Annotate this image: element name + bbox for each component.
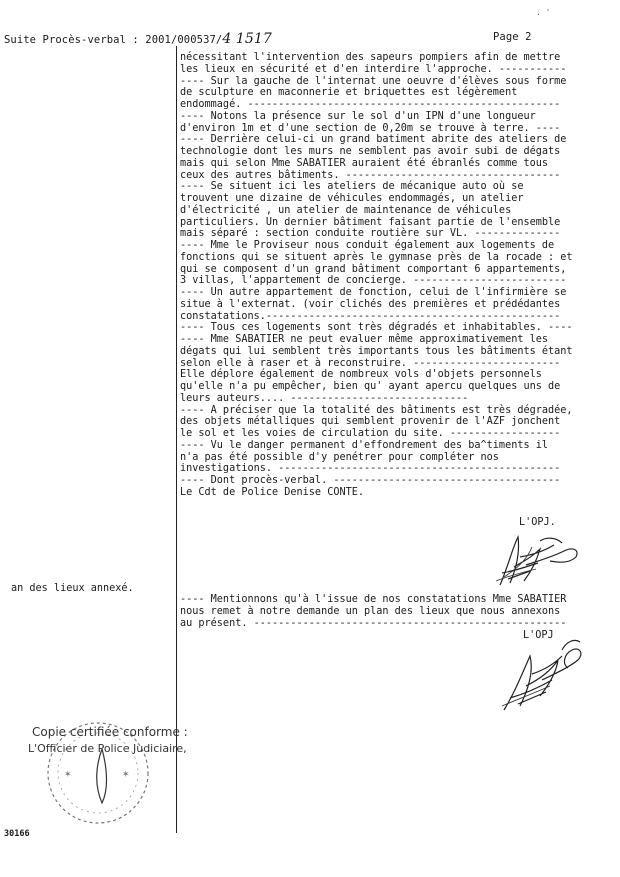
opj-label-2: L'OPJ bbox=[523, 630, 554, 641]
body-line: trouvent une dizaine de véhicules endommagés, un atelier bbox=[180, 193, 524, 204]
body-line: n'a pas été possible d'y penétrer pour compléter nos bbox=[180, 451, 499, 463]
body-line: mais séparé : section conduite routière sur VL. -------------- bbox=[180, 228, 561, 240]
body-line: de sculpture en maconnerie et briquettes est légèrement bbox=[180, 87, 518, 99]
svg-text:✶: ✶ bbox=[64, 770, 72, 780]
body-line: ---- Notons la présence sur le sol d'un IPN d'une longueur bbox=[180, 110, 536, 122]
closing-line: ---- Mentionnons qu'à l'issue de nos constatations Mme SABATIER bbox=[180, 594, 567, 605]
corner-marks: . ' bbox=[536, 8, 551, 17]
body-line: des objets métalliques qui semblent provenir de l'AZF jonchent bbox=[180, 416, 561, 428]
body-line: fonctions qui se situent après le gymnase près de la rocade : et bbox=[180, 251, 573, 263]
footer-code: 30166 bbox=[4, 829, 30, 839]
page-header-reference bbox=[4, 31, 272, 47]
body-line: constatations.------------------------------------------------ bbox=[180, 310, 561, 322]
body-line: ---- Vu le danger permanent d'effondrement des ba^timents il bbox=[180, 439, 549, 451]
closing-line: nous remet à notre demande un plan des lieux que nous annexons bbox=[180, 605, 561, 617]
page-number: Page 2 bbox=[493, 31, 532, 43]
body-line: mais qui selon Mme SABATIER auraient été ébranlés comme tous bbox=[180, 157, 549, 169]
body-line: 3 villas, l'appartement de concierge. ------------------------- bbox=[180, 275, 567, 287]
body-line: situe à l'externat. (voir clichés des premières et prédédantes bbox=[180, 298, 561, 310]
opj-label-1: L'OPJ. bbox=[519, 517, 556, 528]
margin-note: an des lieux annexé. bbox=[11, 583, 134, 594]
body-line: qu'elle n'a pu empêcher, bien qu' ayant apercu quelques uns de bbox=[180, 381, 561, 392]
body-line: Elle déplore également de nombreux vols d'objets personnels bbox=[180, 369, 542, 381]
body-line: ---- Se situent ici les ateliers de mécanique auto où se bbox=[180, 181, 524, 193]
closing-paragraph bbox=[180, 594, 566, 629]
body-line: ---- A préciser que la totalité des bâtiments est très dégradée, bbox=[180, 404, 573, 416]
certification-stamp bbox=[28, 705, 218, 835]
body-line: particuliers. Un dernier bâtiment faisant partie de l'ensemble bbox=[180, 216, 561, 228]
body-line: ---- Mme le Proviseur nous conduit également aux logements de bbox=[180, 240, 555, 251]
body-line: Le Cdt de Police Denise CONTE. bbox=[180, 486, 365, 498]
stamp-line-2: L'Officier de Police Judiciaire, bbox=[28, 742, 187, 755]
body-line: nécessitant l'intervention des sapeurs pompiers afin de mettre bbox=[180, 52, 561, 63]
body-line: dégats qui lui semblent très importants tous les bâtiments étant bbox=[180, 345, 573, 357]
body-line: ---- Tous ces logements sont très dégradés et inhabitables. ---- bbox=[180, 322, 573, 334]
header-left-text: Suite Procès-verbal : 2001/000537/ bbox=[4, 34, 223, 46]
body-line: ---- Mme SABATIER ne peut evaluer même approximativement les bbox=[180, 334, 549, 345]
body-line: ceux des autres bâtiments. ----------------------------------- bbox=[180, 169, 561, 181]
body-line: ---- Dont procès-verbal. ------------------------------------- bbox=[180, 475, 561, 486]
body-line: endommagé. --------------------------------------------------- bbox=[180, 99, 561, 110]
body-line: selon elle à raser et à reconstruire. ------------------------ bbox=[180, 357, 561, 369]
body-line: les lieux en sécurité et d'en interdire l'approche. ----------- bbox=[180, 63, 567, 75]
body-line: ---- Derrière celui-ci un grand batiment abrite des ateliers de bbox=[180, 134, 567, 146]
body-line: ---- Un autre appartement de fonction, celui de l'infirmière se bbox=[180, 287, 567, 298]
stamp-line-1: Copie certifiée conforme : bbox=[32, 725, 188, 739]
body-line: d'électricité , un atelier de maintenance de véhicules bbox=[180, 204, 512, 216]
signature-1 bbox=[480, 527, 590, 589]
closing-line: au présent. --------------------------------------------------- bbox=[180, 617, 567, 629]
svg-text:✶: ✶ bbox=[122, 770, 130, 780]
body-line: le sol et les voies de circulation du site. ------------------ bbox=[180, 428, 561, 439]
body-line: investigations. ---------------------------------------------- bbox=[180, 463, 561, 475]
body-line: leurs auteurs.... ----------------------------- bbox=[180, 392, 469, 404]
handwritten-reference: 4 1517 bbox=[222, 31, 272, 47]
report-body bbox=[180, 52, 590, 499]
body-line: ---- Sur la gauche de l'internat une oeuvre d'élèves sous forme bbox=[180, 75, 567, 87]
body-line: d'environ 1m et d'une section de 0,20m se trouve à terre. ---- bbox=[180, 122, 561, 134]
body-line: qui se composent d'un grand bâtiment comportant 6 appartements, bbox=[180, 263, 567, 275]
signature-2 bbox=[492, 628, 588, 714]
body-line: technologie dont les murs ne semblent pas avoir subi de dégats bbox=[180, 146, 561, 157]
